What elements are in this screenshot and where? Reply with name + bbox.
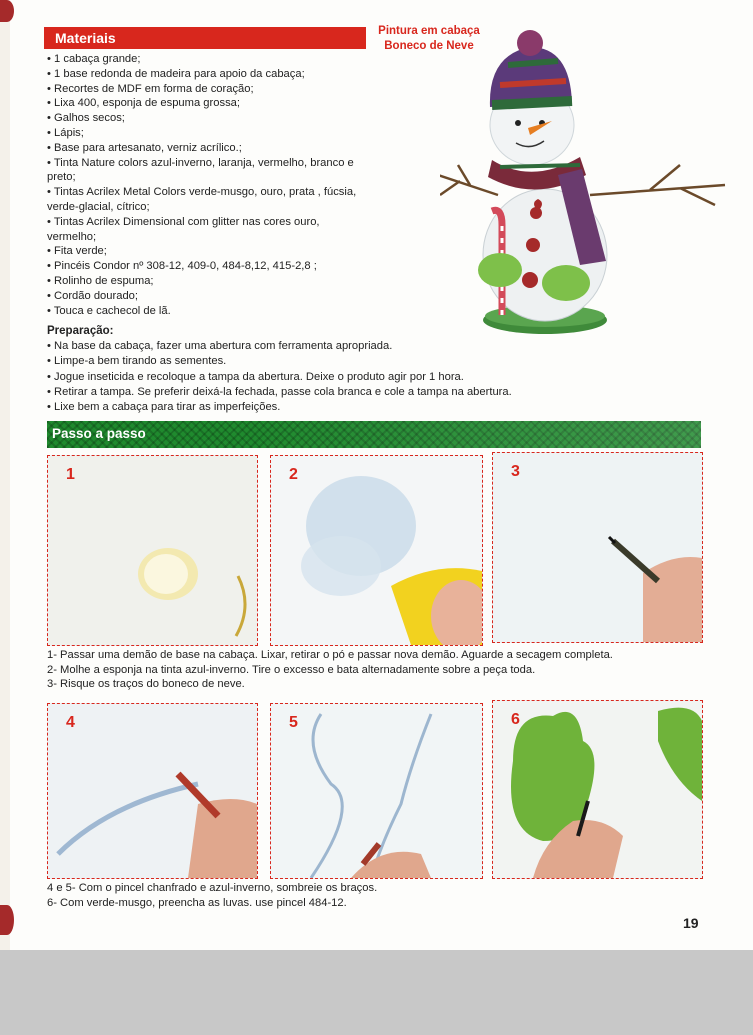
materials-item: • Lixa 400, esponja de espuma grossa; <box>47 96 369 111</box>
green-mitten-image <box>493 701 702 878</box>
step-number: 4 <box>66 714 75 731</box>
step-number: 2 <box>289 466 298 483</box>
preparation-item: • Jogue inseticida e recoloque a tampa da abertura. Deixe o produto agir por 1 hora. <box>47 370 697 385</box>
materials-item: • Lápis; <box>47 126 369 141</box>
materials-item: • Base para artesanato, verniz acrílico.; <box>47 141 369 156</box>
materials-item: • 1 cabaça grande; <box>47 52 369 67</box>
materials-item: • Rolinho de espuma; <box>47 274 369 289</box>
poinsettia-decoration-icon <box>0 905 14 935</box>
materials-item: • Cordão dourado; <box>47 289 369 304</box>
materials-list <box>47 52 369 318</box>
caption-line: 6- Com verde-musgo, preencha as luvas. use pincel 484-12. <box>47 896 347 909</box>
step-number: 1 <box>66 466 75 483</box>
materials-item: • Fita verde; <box>47 244 369 259</box>
materials-item: • Pincéis Condor nº 308-12, 409-0, 484-8,12, 415-2,8 ; <box>47 259 369 274</box>
pencil-sketch-image <box>493 453 702 642</box>
steps-header <box>47 421 701 448</box>
page-number: 19 <box>683 915 699 931</box>
step-photo-3 <box>492 452 703 643</box>
caption-line: 4 e 5- Com o pincel chanfrado e azul-inverno, sombreie os braços. <box>47 882 378 894</box>
step-number: 3 <box>511 463 520 480</box>
shading-arm-image <box>48 704 257 878</box>
step-photo-1 <box>47 455 258 646</box>
step-photo-2 <box>270 455 483 646</box>
steps-title: Passo a passo <box>52 426 146 441</box>
gourd-base-coat-image <box>48 456 257 645</box>
photo-title-line: Boneco de Neve <box>384 40 474 52</box>
snowman-gourd-photo <box>440 25 730 345</box>
materials-item: • Tinta Nature colors azul-inverno, laranja, vermelho, branco e preto; <box>47 156 369 186</box>
step-photo-6 <box>492 700 703 879</box>
preparation-item: • Na base da cabaça, fazer uma abertura com ferramenta apropriada. <box>47 339 697 354</box>
materials-item: • Galhos secos; <box>47 111 369 126</box>
page-edge <box>0 0 10 950</box>
preparation-title: Preparação: <box>47 325 114 337</box>
preparation-item: • Limpe-a bem tirando as sementes. <box>47 354 697 369</box>
caption-line: 3- Risque os traços do boneco de neve. <box>47 678 245 690</box>
materials-item: • Tintas Acrilex Metal Colors verde-musgo, ouro, prata , fúcsia, verde-glacial, cítrico; <box>47 185 369 215</box>
poinsettia-decoration-icon <box>0 0 14 22</box>
photo-title-line: Pintura em cabaça <box>378 25 480 37</box>
materials-header <box>44 27 366 49</box>
step-number: 6 <box>511 711 520 728</box>
preparation-item: • Lixe bem a cabaça para tirar as imperfeições. <box>47 400 697 415</box>
materials-item: • 1 base redonda de madeira para apoio da cabaça; <box>47 67 369 82</box>
captions-steps-4-6 <box>47 881 707 910</box>
step-number: 5 <box>289 714 298 731</box>
sponge-painting-image <box>271 456 482 645</box>
preparation-item: • Retirar a tampa. Se preferir deixá-la fechada, passe cola branca e cole a tampa na abertura. <box>47 385 697 400</box>
materials-item: • Tintas Acrilex Dimensional com glitter nas cores ouro, vermelho; <box>47 215 369 245</box>
captions-steps-1-3 <box>47 648 707 692</box>
materials-item: • Touca e cachecol de lã. <box>47 304 369 319</box>
caption-line: 2- Molhe a esponja na tinta azul-inverno. Tire o excesso e bata alternadamente sobre a peça toda. <box>47 663 536 676</box>
step-photo-5 <box>270 703 483 879</box>
materials-title: Materiais <box>55 30 116 46</box>
preparation-list <box>47 339 697 415</box>
caption-line: 1- Passar uma demão de base na cabaça. Lixar, retirar o pó e passar nova demão. Aguarde a secagem completa. <box>47 649 613 661</box>
materials-item: • Recortes de MDF em forma de coração; <box>47 82 369 97</box>
step-photo-4 <box>47 703 258 879</box>
shading-outline-image <box>271 704 482 878</box>
